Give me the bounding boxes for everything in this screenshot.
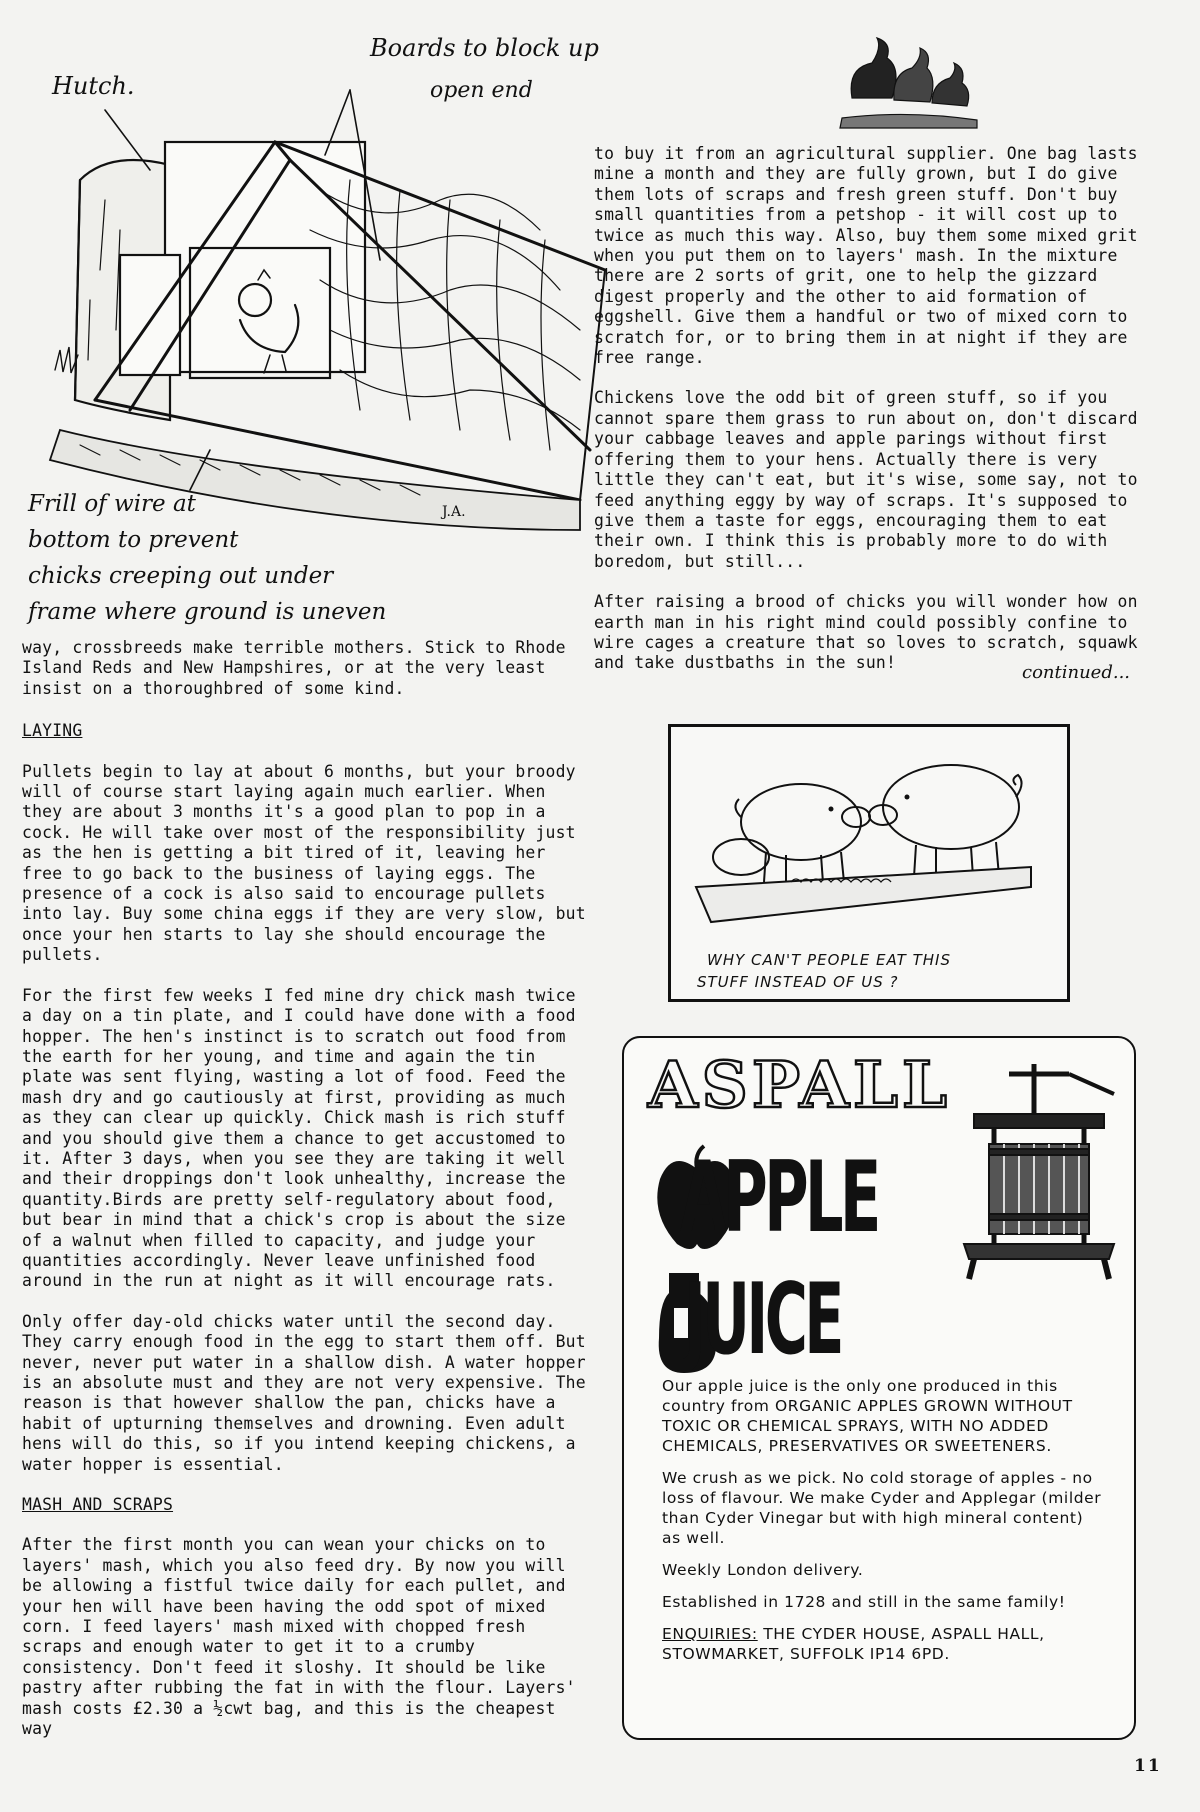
chickens-drawing (832, 28, 982, 133)
page-number: 11 (1134, 1756, 1162, 1776)
laying-heading: LAYING (22, 721, 83, 741)
advert-paragraph: Weekly London delivery. (662, 1561, 864, 1579)
cider-press-drawing (954, 1054, 1124, 1284)
advert-paragraph: Our apple juice is the only one produced in this country from ORGANIC APPLES GROWN WITHOUT TOXIC OR CHEMICAL SPRAYS, WITH NO ADDED CHEMICALS, PRESERVATIVES OR SWEETENERS. (662, 1377, 1073, 1455)
right-paragraph: Chickens love the odd bit of green stuff, so if you cannot spare them grass to run about on, don't discard your cabbage leaves and apple parings without first offering them to your hens. Actually there is very little they can't eat, but it's wise, some say, not to feed anything eggy by way of scraps. It's supposed to give them a taste for eggs, encouraging them to eat their own. I think this is probably more to do with boredom, but still... (594, 388, 1138, 571)
mash-heading: MASH AND SCRAPS (22, 1495, 174, 1515)
enquiries-line2: STOWMARKET, SUFFOLK IP14 6PD. (662, 1645, 950, 1663)
enquiries-label: ENQUIRIES: (662, 1625, 758, 1643)
label-frill-line: Frill of wire at (28, 491, 196, 517)
continued-label: continued... (1022, 662, 1131, 683)
label-frill (28, 486, 468, 630)
advert-product-word2 (654, 1260, 934, 1385)
advert-paragraph: Established in 1728 and still in the same family! (662, 1593, 1066, 1611)
laying-paragraph: Pullets begin to lay at about 6 months, but your broody will of course start laying again much earlier. When they are about 3 months it's a good plan to pop in a cock. He will take over most of the responsibility just as the hen is getting a bit tired of it, leaving her free to go back to the business of laying eggs. The presence of a cock is also said to encourage pullets into lay. Buy some china eggs if they are very slow, but once your hen starts to lay she should encourage the pullets. (22, 761, 586, 965)
label-hutch: Hutch. (52, 72, 135, 100)
advert-body (662, 1376, 1102, 1664)
cartoon-caption-line: STUFF INSTEAD OF US ? (697, 973, 899, 991)
cartoon-caption (697, 949, 951, 993)
chickens-illustration (832, 28, 982, 133)
cartoon-caption-line: WHY CAN'T PEOPLE EAT THIS (707, 951, 951, 969)
advert-enquiries (662, 1624, 1102, 1644)
advert-brand: ASPALL (648, 1048, 951, 1123)
right-paragraph: to buy it from an agricultural supplier. One bag lasts mine a month and they are fully grown, but I do give them lots of scraps and fresh green stuff. Don't buy small quantities from a petshop - it will cost up to twice as much this way. Also, buy them some mixed grit when you put them on to layers' mash. In the mixture there are 2 sorts of grit, one to help the gizzard digest properly and the other to aid formation of eggshell. Give them a handful or two of mixed corn to scratch for, or to bring them in at night if they are free range. (594, 144, 1138, 368)
laying-paragraph: Only offer day-old chicks water until the second day. They carry enough food in the egg to start them off. But never, never put water in a shallow dish. A water hopper is an absolute must and they are not very expensive. The reason is that however shallow the pan, chicks have a habit of upturning themselves and drowning. Even adult hens will do this, so if you intend keeping chickens, a water hopper is essential. (22, 1311, 586, 1474)
laying-paragraph: For the first few weeks I fed mine dry chick mash twice a day on a tin plate, and I could have done with a food hopper. The hen's instinct is to scratch out food from the earth for her young, and time and again the tin plate was sent flying, wasting a lot of food. Feed the mash dry and go cautiously at first, providing as much as they can clear up quickly. Chick mash is rich stuff and you should give them a chance to get accustomed to it. After 3 days, when you see they are taking it well and their droppings don't look unhealthy, increase the quantity.Birds are pretty self-regulatory about food, but bear in mind that a chick's crop is about the size of a walnut when filled to capacity, and judge your quantities accordingly. Never leave unfinished food around in the run at night as it will encourage rats. (22, 985, 576, 1291)
label-frill-line: chicks creeping out under (28, 563, 334, 589)
label-boards-line1: Boards to block up (370, 34, 599, 62)
intro-paragraph: way, crossbreeds make terrible mothers. Stick to Rhode Island Reds and New Hampshires, or at the very least insist on a thoroughbred of some kind. (22, 638, 566, 698)
cider-press-illustration (954, 1054, 1124, 1284)
enquiries-line1: THE CYDER HOUSE, ASPALL HALL, (757, 1625, 1045, 1643)
label-boards-line2: open end (430, 78, 533, 103)
advert-apple-word: APPLE (680, 1141, 878, 1255)
advert-paragraph: We crush as we pick. No cold storage of apples - no loss of flavour. We make Cyder and Applegar (milder than Cyder Vinegar but with high mineral content) as well. (662, 1469, 1102, 1547)
pig-cartoon (668, 724, 1070, 1002)
label-frill-line: frame where ground is uneven (28, 599, 387, 625)
left-column (22, 638, 592, 1760)
advert-product-word1 (652, 1138, 902, 1258)
right-column (594, 144, 1149, 674)
advert-juice-word: JUICE (684, 1263, 841, 1377)
aspall-advert (622, 1036, 1136, 1740)
signature: J.A. (442, 504, 466, 520)
right-paragraph: After raising a brood of chicks you will wonder how on earth man in his right mind could possibly confine to wire cages a creature that so loves to scratch, squawk and take dustbaths in the sun! (594, 592, 1138, 673)
pig-drawing (671, 727, 1067, 927)
mash-paragraph: After the first month you can wean your chicks on to layers' mash, which you also feed dry. By now you will be allowing a fistful twice daily for each pullet, and your hen will have been having the odd spot of mixed corn. I feed layers' mash mixed with chopped fresh scraps and enough water to get it to a crumby consistency. Don't feed it sloshy. It should be like pastry after rubbing the fat in with the flour. Layers' mash costs £2.30 a ½cwt bag, and this is the cheapest way (22, 1535, 576, 1739)
label-frill-line: bottom to prevent (28, 527, 239, 553)
